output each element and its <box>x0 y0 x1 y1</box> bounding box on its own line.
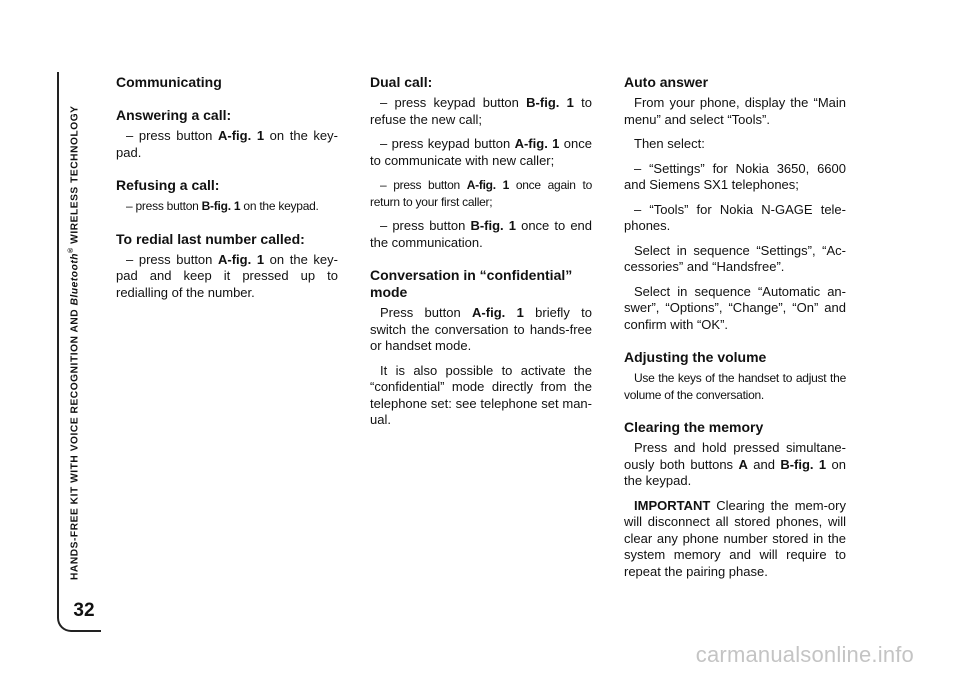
paragraph-confidential-1: Press button A-fig. 1 briefly to switch the conversation to hands-free or handset mode. <box>370 305 592 353</box>
paragraph-dual-2: – press keypad button A-fig. 1 once to communicate with new caller; <box>370 136 592 168</box>
paragraph-redial: – press button A-fig. 1 on the key-pad and keep it pressed up to redialling of the number. <box>116 251 338 300</box>
paragraph-auto-5: Select in sequence “Settings”, “Ac-cessories” and “Handsfree”. <box>624 242 846 274</box>
paragraph-dual-3: – press button A-fig. 1 once again to return to your first caller; <box>370 178 592 209</box>
page-number: 32 <box>73 600 95 621</box>
paragraph-volume: Use the keys of the handset to adjust the volume of the conversation. <box>624 371 846 402</box>
paragraph-auto-6: Select in sequence “Automatic an-swer”, “Options”, “Change”, “On” and confirm with “OK”. <box>624 283 846 332</box>
heading-auto-answer: Auto answer <box>624 74 709 90</box>
column-2 <box>370 74 592 437</box>
paragraph-auto-4: – “Tools” for Nokia N-GAGE tele-phones. <box>624 201 846 233</box>
heading-volume: Adjusting the volume <box>624 349 767 365</box>
section-title: HANDS-FREE KIT WITH VOICE RECOGNITION AND Bluetooth® WIRELESS TECHNOLOGY <box>68 105 81 580</box>
column-1 <box>116 74 338 309</box>
paragraph-memory-1: Press and hold pressed simultane-ously both buttons A and B-fig. 1 on the keypad. <box>624 440 846 488</box>
paragraph-auto-2: Then select: <box>634 136 705 151</box>
paragraph-refuse: – press button B-fig. 1 on the keypad. <box>126 199 319 213</box>
paragraph-auto-3: – “Settings” for Nokia 3650, 6600 and Siemens SX1 telephones; <box>624 160 846 192</box>
heading-refusing: Refusing a call: <box>116 177 220 193</box>
paragraph-auto-1: From your phone, display the “Main menu” and select “Tools”. <box>624 95 846 127</box>
heading-communicating: Communicating <box>116 74 222 90</box>
paragraph-dual-4: – press button B-fig. 1 once to end the communication. <box>370 218 593 250</box>
heading-clear-memory: Clearing the memory <box>624 419 764 435</box>
watermark: carmanualsonline.info <box>695 642 914 667</box>
paragraph-memory-2: IMPORTANT Clearing the mem-ory will disconnect all stored phones, will clear any phone number stored in the system memory and will require to repeat the pairing phase. <box>624 497 846 579</box>
paragraph-dual-1: – press keypad button B-fig. 1 to refuse the new call; <box>370 95 592 127</box>
paragraph-answer: – press button A-fig. 1 on the key-pad. <box>116 128 338 160</box>
column-3 <box>624 74 846 588</box>
heading-answering: Answering a call: <box>116 107 232 123</box>
heading-confidential: Conversation in “confidential” mode <box>370 267 573 300</box>
heading-dual-call: Dual call: <box>370 74 433 90</box>
heading-redial: To redial last number called: <box>116 230 305 247</box>
paragraph-confidential-2: It is also possible to activate the “confidential” mode directly from the telephone set: see telephone set man-ual. <box>370 362 592 427</box>
